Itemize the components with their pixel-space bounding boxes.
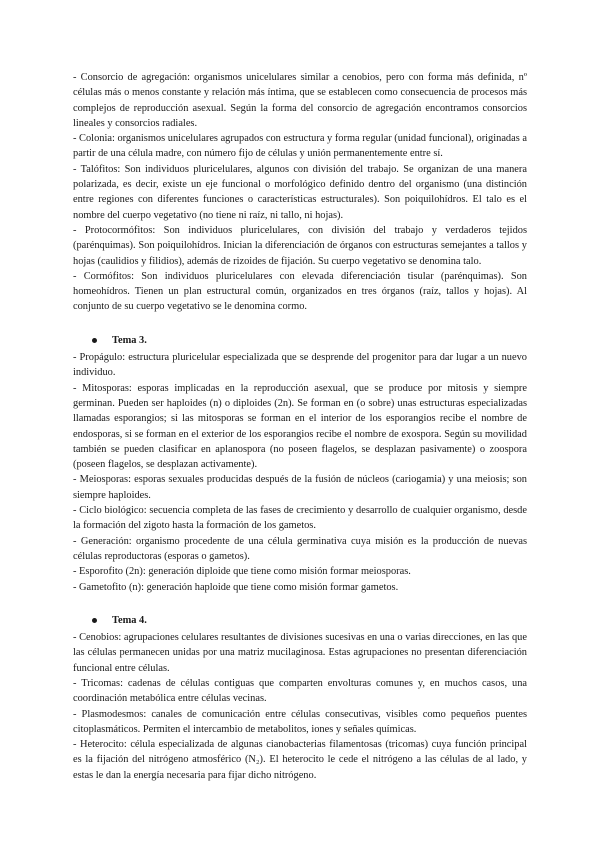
bullet-icon — [92, 338, 97, 343]
definition-mitosporas: - Mitosporas: esporas implicadas en la reproducción asexual, que se produce por mitosis y siempre germinan. Pueden ser haploides (n) o diploides (2n). Se forman en (o sobre) unas estructuras especializadas llamadas esporangios; si las mitosporas se forman en el interior de los esporangios recibe el nombre de endosporas, si se forman en el exterior de los esporangios recibe el nombre de exospora. Según su movilidad también se pueden clasificar en aplanospora (no poseen flagelos, se desplazan pasivamente) o zoospora (poseen flagelos, se desplazan activamente). — [73, 382, 527, 471]
definition-cenobios: - Cenobios: agrupaciones celulares resultantes de divisiones sucesivas en una o varias direcciones, en las que las células permanecen unidas por una matriz mucilaginosa. Estas agrupaciones no presentan diferenciación funcional entre células. — [73, 632, 527, 674]
definition-cormofitos: - Cormófitos: Son individuos pluricelulares con elevada diferenciación tisular (parénquimas). Son homeohídros. Tienen un plan estructural común, organizados en tres órganos (raíz, tallos y hojas). Al conjunto de su cuerpo vegetativo se le denomina cormo. — [73, 270, 527, 313]
definition-gametofito: - Gametofito (n): generación haploide que tiene como misión formar gametos. — [73, 581, 399, 593]
definition-talofitos: - Talófitos: Son individuos pluricelulares, algunos con división del trabajo. Se organizan de una manera polarizada, es decir, existe un eje funcional o morfológico definido dentro del organismo (una distinción entre regiones con diferentes funciones o características estructurales). Son poiquilohídros. El talo es el nombre del cuerpo vegetativo (no tiene ni raíz, ni tallo, ni hojas). — [73, 163, 527, 221]
tema4-heading — [73, 613, 527, 628]
intro-section — [73, 70, 527, 315]
definition-consorcio: - Consorcio de agregación: organismos unicelulares similar a cenobios, pero con forma más definida, nº células más o menos constante y relación más íntima, que se establecen como consecuencia de procesos más complejos de reproducción asexual. Según la forma del consorcio de agregación encontramos consorcios lineales y consorcios radiales. — [73, 72, 527, 129]
definition-generacion: - Generación: organismo procedente de una célula germinativa cuya misión es la producción de nuevas células reproductoras (esporas o gametos). — [73, 535, 527, 562]
definition-ciclo-biologico: - Ciclo biológico: secuencia completa de las fases de crecimiento y desarrollo de cualquier organismo, desde la formación del zigoto hasta la formación de los gametos. — [73, 505, 527, 532]
definition-tricomas: - Tricomas: cadenas de células contiguas que comparten envolturas comunes y, en muchos casos, una coordinación metabólica entre células vecinas. — [73, 677, 527, 705]
bullet-icon — [92, 618, 97, 623]
definition-propagulo: - Propágulo: estructura pluricelular especializada que se desprende del progenitor para dar lugar a un nuevo individuo. — [73, 352, 527, 379]
tema4-title: Tema 4. — [112, 614, 147, 626]
definition-meiosporas: - Meiosporas: esporas sexuales producidas después de la fusión de núcleos (cariogamia) y una meiosis; son siempre haploides. — [73, 474, 527, 501]
tema3-title: Tema 3. — [112, 334, 147, 346]
definition-colonia: - Colonia: organismos unicelulares agrupados con estructura y forma regular (unidad funcional), originadas a partir de una célula madre, con número fijo de células y unión permanentemente entre sí. — [73, 133, 527, 160]
tema4-section — [73, 613, 527, 783]
definition-protocormofitos: - Protocormófitos: Son individuos pluricelulares, con división del trabajo y verdaderos tejidos (parénquimas). Son poiquilohídros. Inician la diferenciación de órganos con estructuras semejantes a tallos y hojas (caulidios y filidios), además de rizoides de fijación. Su cuerpo vegetativo se denomina talo. — [73, 224, 527, 267]
definition-plasmodesmos: - Plasmodesmos: canales de comunicación entre células consecutivas, visibles como pequeños puentes citoplasmáticos. Permiten el intercambio de metabolitos, iones y señales químicas. — [73, 708, 527, 735]
tema3-heading — [73, 333, 527, 348]
tema3-section — [73, 333, 527, 595]
definition-esporofito: - Esporofito (2n): generación diploide que tiene como misión formar meiosporas. — [73, 566, 411, 578]
definition-heterocito: - Heterocito: célula especializada de algunas cianobacterias filamentosas (tricomas) cuya función principal es la fijación del nitrógeno atmosférico (N₂). El heterocito le cede el nitrógeno a las células de al lado, y estas le dan la energía necesaria para fijar dicho nitrógeno. — [73, 739, 527, 781]
